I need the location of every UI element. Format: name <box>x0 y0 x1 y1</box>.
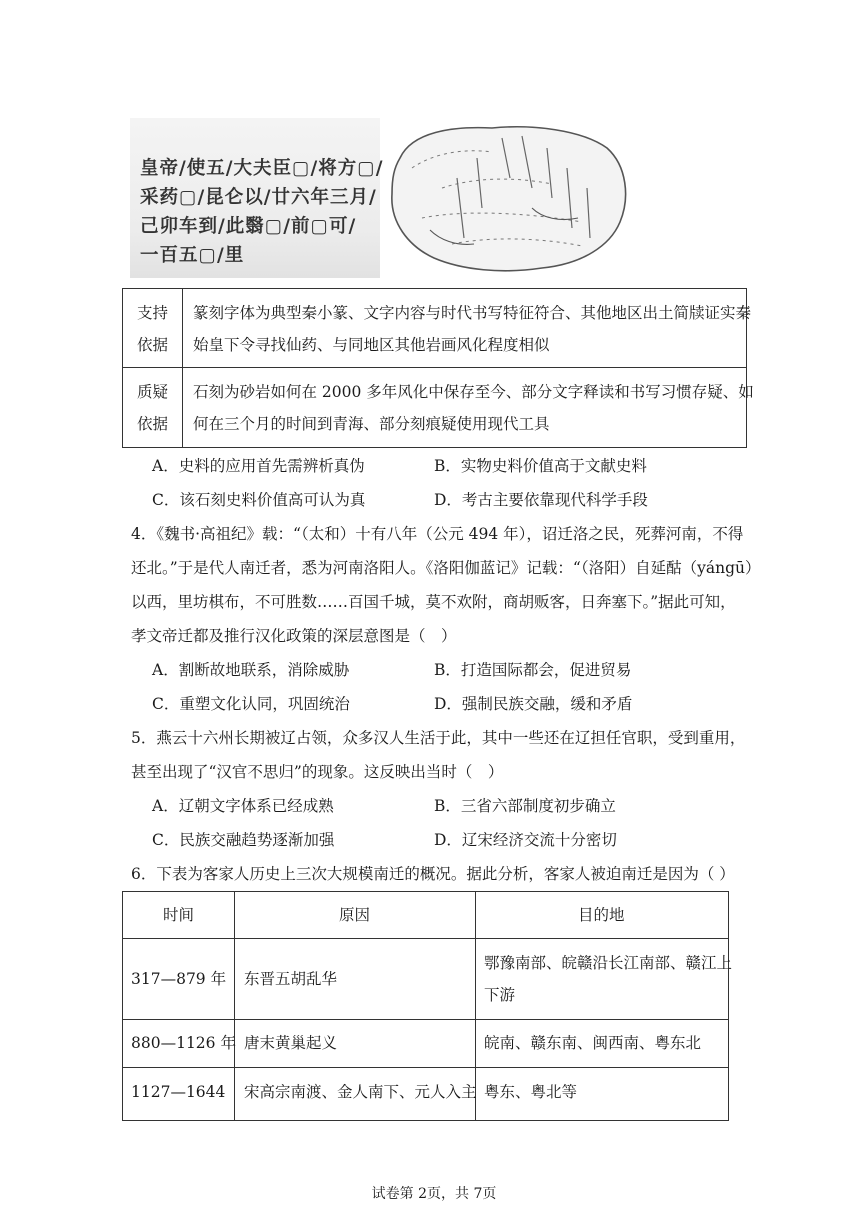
q6-stem-line: 6．下表为客家人历史上三次大规模南迁的概况。据此分析，客家人被迫南迁是因为（ ） <box>131 865 735 883</box>
inscription-transcription <box>130 118 384 278</box>
cell-destination: 粤东、粤北等 <box>484 1083 578 1101</box>
q5-stem-line: 5．燕云十六州长期被辽占领，众多汉人生活于此，其中一些还在辽担任官职，受到重用， <box>131 729 746 747</box>
q4-stem-line: 孝文帝迁都及推行汉化政策的深层意图是（ ） <box>131 627 457 645</box>
cell-destination: 皖南、赣东南、闽西南、粤东北 <box>484 1034 702 1052</box>
q4-option-d[interactable]: D．强制民族交融，缓和矛盾 <box>434 695 633 713</box>
q4-option-c[interactable]: C．重塑文化认同，巩固统治 <box>152 695 350 713</box>
q4-option-a[interactable]: A．割断故地联系，消除威胁 <box>152 661 350 679</box>
row-text: 篆刻字体为典型秦小篆、文字内容与时代书写特征符合、其他地区出土简牍证实秦 <box>193 304 752 322</box>
header-destination: 目的地 <box>578 906 625 924</box>
q5-option-d[interactable]: D．辽宋经济交流十分密切 <box>434 831 617 849</box>
table-row <box>123 368 754 447</box>
q4-stem-line: 以西，里坊棋布，不可胜数……百国千城，莫不欢附，商胡贩客，日奔塞下。”据此可知， <box>131 593 736 611</box>
inscription-line: 采药▢/昆仑以/廿六年三月/ <box>140 187 377 208</box>
q5-option-b[interactable]: B．三省六部制度初步确立 <box>434 797 616 815</box>
row-label: 质疑 依据 <box>123 368 183 447</box>
q3-option-a[interactable]: A．史料的应用首先需辨析真伪 <box>152 457 365 475</box>
hakka-migration-table <box>122 891 733 1121</box>
row-text: 石刻为砂岩如何在 2000 多年风化中保存至今、部分文字释读和书写习惯存疑、如 <box>193 383 754 401</box>
cell-reason: 宋高宗南渡、金人南下、元人入主 <box>244 1083 477 1101</box>
q4-stem-line: 4．《魏书·高祖纪》载：“（太和）十有八年（公元 494 年），诏迁洛之民，死葬河南，不得 <box>131 525 744 543</box>
row-text: 始皇下令寻找仙药、与同地区其他岩画风化程度相似 <box>193 336 550 354</box>
header-reason: 原因 <box>339 906 371 924</box>
cell-destination: 鄂豫南部、皖赣沿长江南部、赣江上 <box>484 954 733 972</box>
q4-stem-line: 还北。”于是代人南迁者，悉为河南洛阳人。《洛阳伽蓝记》记载：“（洛阳）自延酤（yángū） <box>131 559 761 577</box>
cell-time: 317—879 年 <box>131 970 227 988</box>
q3-option-c[interactable]: C．该石刻史料价值高可认为真 <box>152 491 366 509</box>
cell-reason: 唐末黄巢起义 <box>244 1034 338 1052</box>
stone-inscription-figure <box>130 118 630 278</box>
inscription-line: 一百五▢/里 <box>140 245 245 266</box>
cell-time: 880—1126 年 <box>131 1034 236 1052</box>
inscription-line: 皇帝/使五/大夫臣▢/将方▢/ <box>140 158 384 179</box>
q3-option-b[interactable]: B．实物史料价值高于文献史料 <box>434 457 647 475</box>
stone-rubbing-image <box>382 118 632 278</box>
cell-reason: 东晋五胡乱华 <box>244 970 338 988</box>
table-row <box>123 289 752 368</box>
q5-option-c[interactable]: C．民族交融趋势逐渐加强 <box>152 831 335 849</box>
cell-time: 1127—1644 <box>131 1083 226 1101</box>
q5-stem-line: 甚至出现了“汉官不思归”的现象。这反映出当时（ ） <box>131 763 504 781</box>
page-footer: 试卷第 2页，共 7页 <box>371 1186 497 1202</box>
inscription-line: 己卯车到/此翳▢/前▢可/ <box>140 216 357 237</box>
evidence-table <box>122 288 754 448</box>
q3-option-d[interactable]: D．考古主要依靠现代科学手段 <box>434 491 648 509</box>
row-label: 支持 依据 <box>123 289 183 367</box>
header-time: 时间 <box>163 906 195 924</box>
q4-option-b[interactable]: B．打造国际都会，促进贸易 <box>434 661 632 679</box>
q5-option-a[interactable]: A．辽朝文字体系已经成熟 <box>152 797 334 815</box>
cell-destination: 下游 <box>484 986 516 1004</box>
row-text: 何在三个月的时间到青海、部分刻痕疑使用现代工具 <box>193 415 550 433</box>
